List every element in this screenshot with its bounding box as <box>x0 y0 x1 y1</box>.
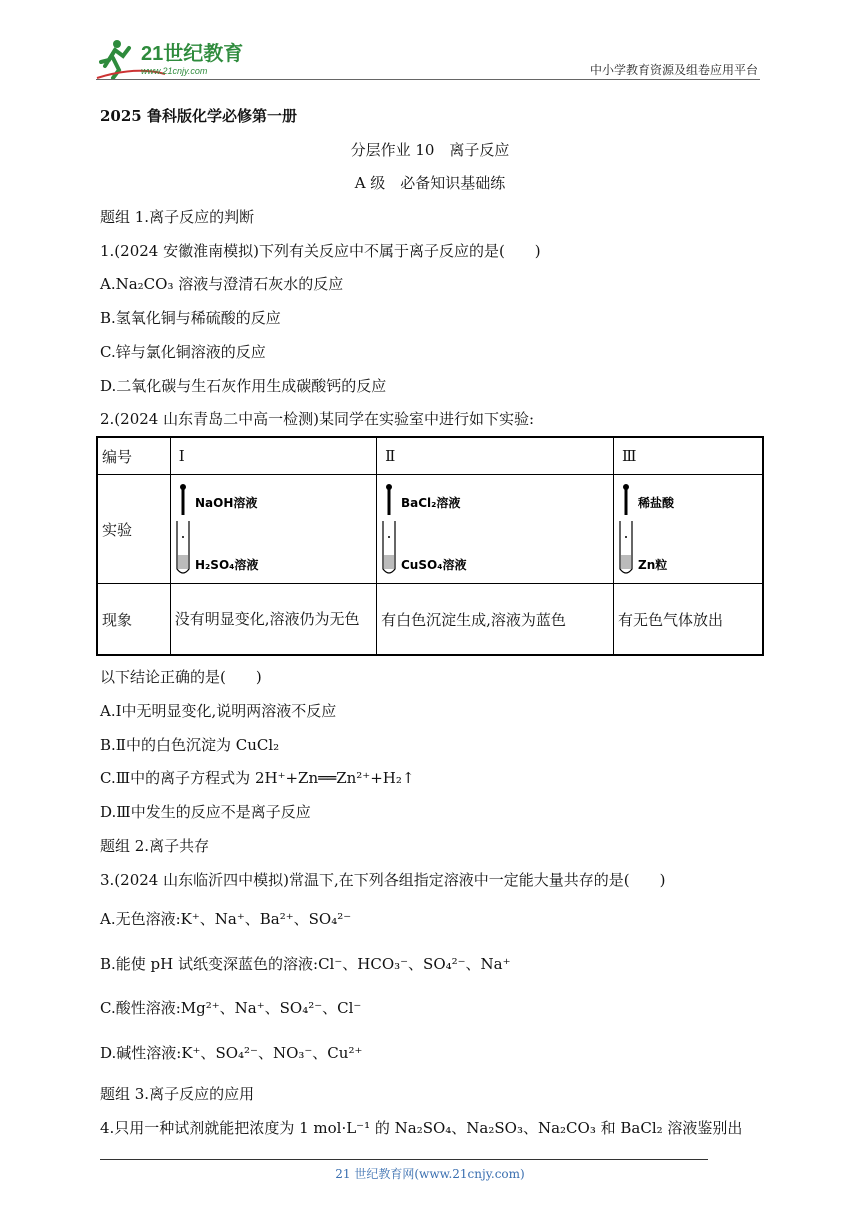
row-label-experiment: 实验 <box>97 475 170 584</box>
test-tube-dropper-icon <box>381 479 521 579</box>
test-tube-dropper-icon <box>175 479 315 579</box>
phenomenon-2: 有白色沉淀生成,溶液为蓝色 <box>377 584 614 656</box>
site-logo <box>95 36 260 80</box>
group-3-title: 题组 3.离子反应的应用 <box>100 1085 255 1103</box>
experiment-table <box>96 436 764 656</box>
svg-text:CuSO₄溶液: CuSO₄溶液 <box>401 558 467 572</box>
group-1-title: 题组 1.离子反应的判断 <box>100 208 255 226</box>
experiment-3-cell <box>614 475 764 584</box>
q1-stem: 1.(2024 安徽淮南模拟)下列有关反应中不属于离子反应的是( ) <box>100 242 541 260</box>
platform-name: 中小学教育资源及组卷应用平台 <box>589 63 758 77</box>
q2-option-b: B.Ⅱ中的白色沉淀为 CuCl₂ <box>100 736 280 754</box>
logo-url: www.21cnjy.com <box>141 66 208 76</box>
footer-divider <box>100 1159 708 1160</box>
svg-text:H₂SO₄溶液: H₂SO₄溶液 <box>194 558 259 572</box>
experiment-2-cell <box>377 475 614 584</box>
col-header-2: Ⅱ <box>377 437 614 475</box>
q3-option-a: A.无色溶液:K⁺、Na⁺、Ba²⁺、SO₄²⁻ <box>100 910 352 928</box>
svg-text:NaOH溶液: NaOH溶液 <box>194 496 258 510</box>
q3-option-d: D.碱性溶液:K⁺、SO₄²⁻、NO₃⁻、Cu²⁺ <box>100 1044 363 1062</box>
row-label-phenomenon: 现象 <box>97 584 170 656</box>
q2-option-a: A.Ⅰ中无明显变化,说明两溶液不反应 <box>100 702 337 720</box>
q2-option-d: D.Ⅲ中发生的反应不是离子反应 <box>100 803 311 821</box>
section-title: 分层作业 10 离子反应 <box>350 141 510 159</box>
phenomenon-1: 没有明显变化,溶液仍为无色 <box>170 584 376 656</box>
q1-option-a: A.Na₂CO₃ 溶液与澄清石灰水的反应 <box>100 275 344 293</box>
q1-option-c: C.锌与氯化铜溶液的反应 <box>100 343 266 361</box>
svg-text:BaCl₂溶液: BaCl₂溶液 <box>401 496 461 510</box>
col-header-3: Ⅲ <box>614 437 764 475</box>
q4-stem: 4.只用一种试剂就能把浓度为 1 mol·L⁻¹ 的 Na₂SO₄、Na₂SO₃、Na₂CO₃ 和 BaCl₂ 溶液鉴别出 <box>100 1119 743 1137</box>
q2-option-c: C.Ⅲ中的离子方程式为 2H⁺+Zn══Zn²⁺+H₂↑ <box>100 769 415 787</box>
doc-title: 2025 鲁科版化学必修第一册 <box>100 107 297 125</box>
footer-text: 21 世纪教育网(www.21cnjy.com) <box>335 1167 525 1181</box>
experiment-1-cell <box>170 475 376 584</box>
header-divider <box>96 79 760 80</box>
svg-text:稀盐酸: 稀盐酸 <box>638 496 675 510</box>
q1-option-d: D.二氧化碳与生石灰作用生成碳酸钙的反应 <box>100 377 387 395</box>
q2-prompt: 以下结论正确的是( ) <box>100 668 262 686</box>
group-2-title: 题组 2.离子共存 <box>100 837 210 855</box>
col-header-1: Ⅰ <box>170 437 376 475</box>
test-tube-dropper-icon <box>618 479 758 579</box>
level-title: A 级 必备知识基础练 <box>354 174 506 192</box>
q1-option-b: B.氢氧化铜与稀硫酸的反应 <box>100 309 281 327</box>
row-label-number: 编号 <box>97 437 170 475</box>
phenomenon-3: 有无色气体放出 <box>614 584 764 656</box>
q3-stem: 3.(2024 山东临沂四中模拟)常温下,在下列各组指定溶液中一定能大量共存的是( ) <box>100 871 666 889</box>
q3-option-c: C.酸性溶液:Mg²⁺、Na⁺、SO₄²⁻、Cl⁻ <box>100 999 362 1017</box>
q2-stem: 2.(2024 山东青岛二中高一检测)某同学在实验室中进行如下实验: <box>100 410 535 428</box>
svg-text:Zn粒: Zn粒 <box>638 558 668 572</box>
logo-text: 21世纪教育 <box>141 43 244 65</box>
q3-option-b: B.能使 pH 试纸变深蓝色的溶液:Cl⁻、HCO₃⁻、SO₄²⁻、Na⁺ <box>100 955 511 973</box>
